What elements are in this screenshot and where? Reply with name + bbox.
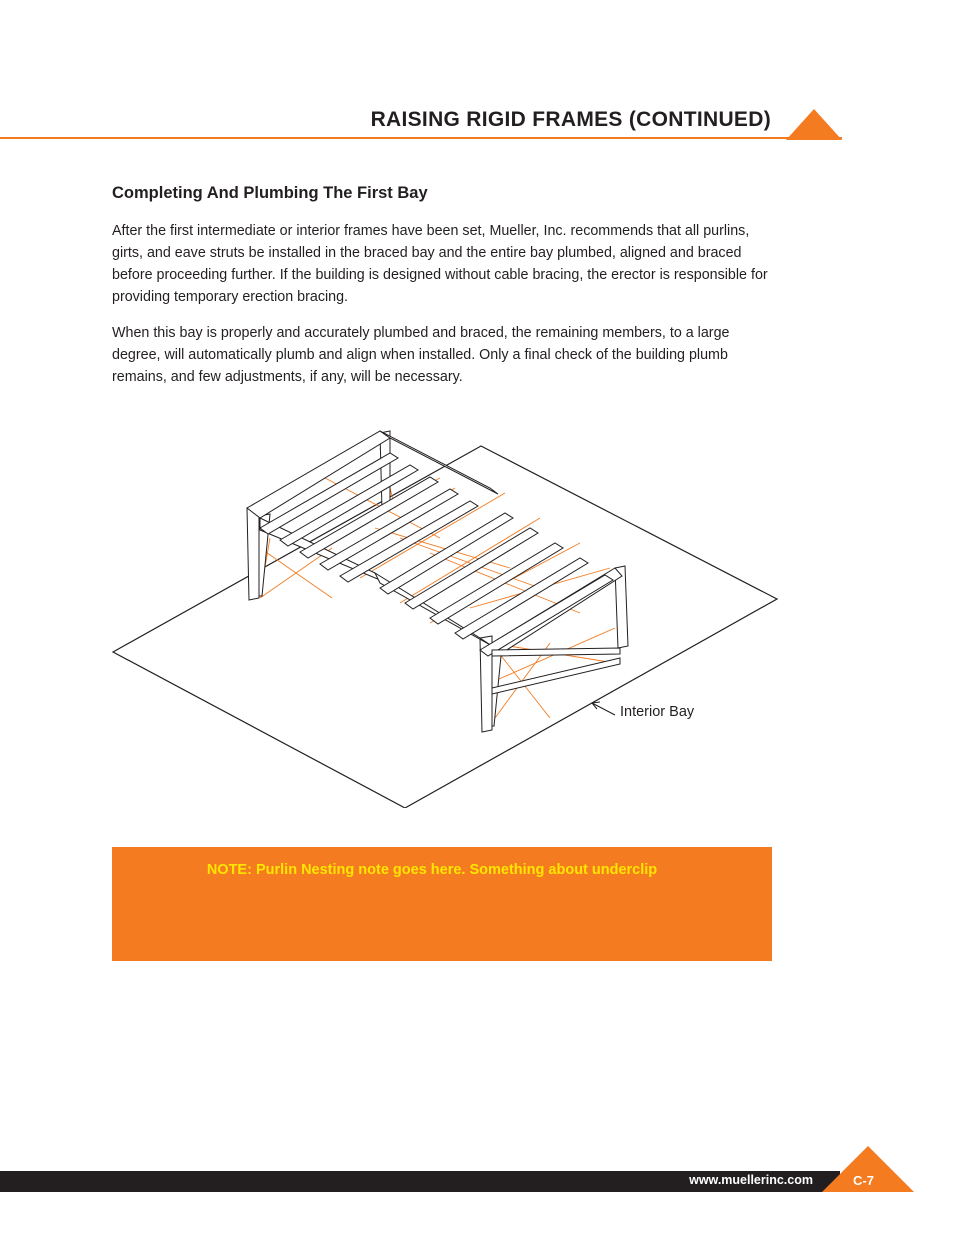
building-frame-diagram [110,418,780,808]
callout-arrow [592,702,615,715]
page-title: RAISING RIGID FRAMES (CONTINUED) [370,108,771,131]
section-heading: Completing And Plumbing The First Bay [112,184,428,202]
paragraph: When this bay is properly and accurately plumbed and braced, the remaining members, to a large degree, will automatically plumb and align when installed. Only a final check of the building plumb remains, and few adjustments, if any, will be necessary. [112,325,730,385]
page-number: C-7 [853,1173,874,1188]
note-text: NOTE: Purlin Nesting note goes here. Something about underclip [206,862,658,878]
interior-bay-label: Interior Bay [620,704,695,720]
paragraph: After the first intermediate or interior frames have been set, Mueller, Inc. recommends that all purlins, girts, and eave struts be installed in the braced bay and the entire bay plumbed, aligned and braced before proceeding further. If the building is designed without cable bracing, the erector is responsible for providing temporary erection bracing. [112,223,768,305]
header-rule [0,137,842,139]
note-box [112,847,772,961]
footer-url[interactable]: www.muellerinc.com [689,1173,813,1187]
